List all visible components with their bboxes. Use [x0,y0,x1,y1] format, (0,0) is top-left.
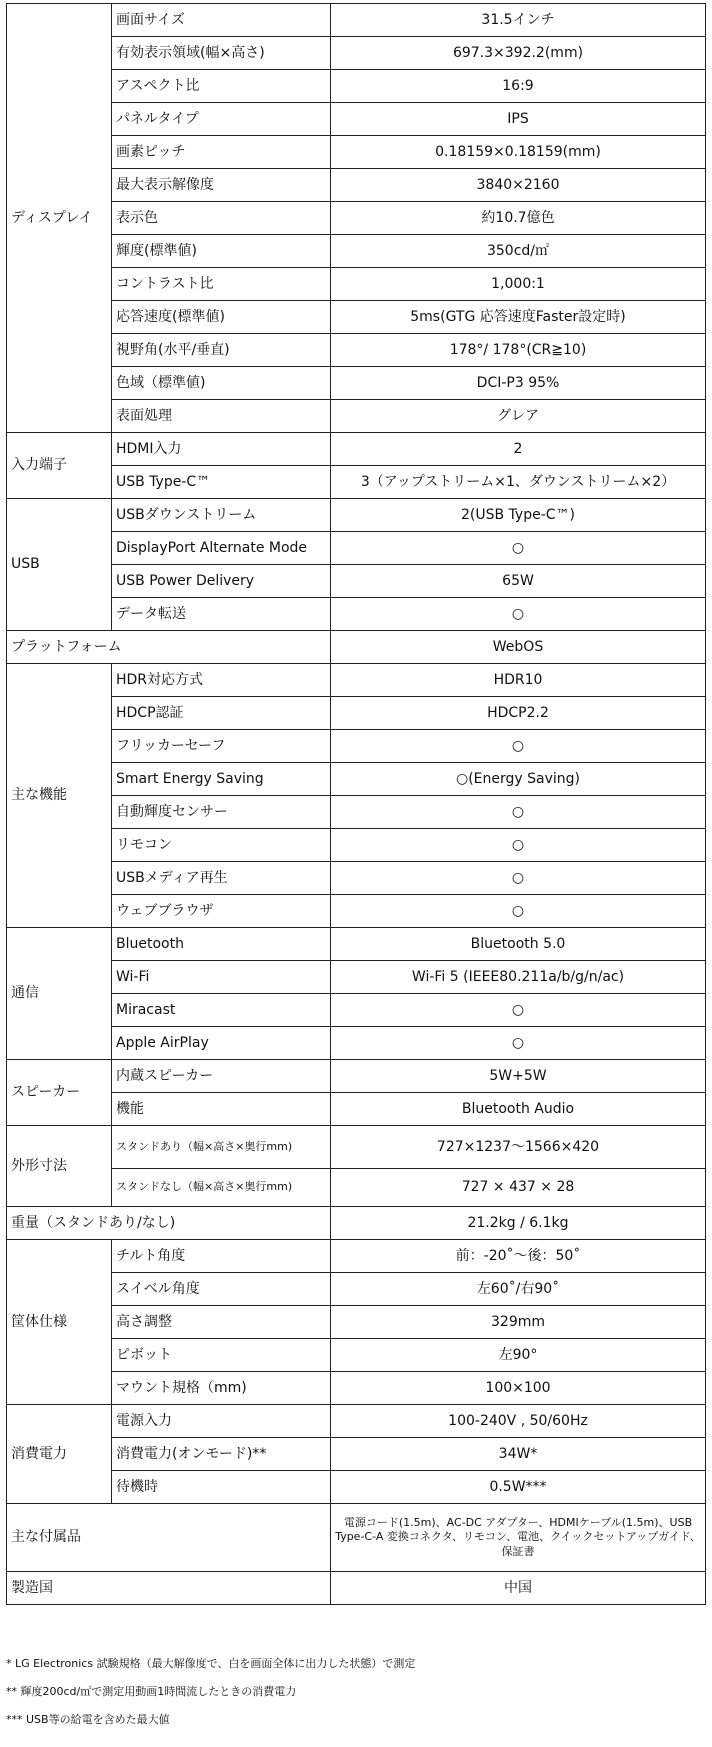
spec-value: 0.5W*** [331,1471,706,1504]
spec-value: 中国 [331,1572,706,1605]
spec-label: 内蔵スピーカー [112,1060,331,1093]
spec-value: DCI-P3 95% [331,367,706,400]
group-power: 消費電力 [7,1405,112,1504]
spec-label: 機能 [112,1093,331,1126]
spec-label: 画素ピッチ [112,136,331,169]
spec-value: ○ [331,994,706,1027]
group-country: 製造国 [7,1572,331,1605]
spec-label: フリッカーセーフ [112,730,331,763]
spec-label: 電源入力 [112,1405,331,1438]
group-dimensions: 外形寸法 [7,1126,112,1207]
spec-value: ○ [331,1027,706,1060]
spec-label: 輝度(標準値) [112,235,331,268]
spec-label: Wi-Fi [112,961,331,994]
spec-label: HDCP認証 [112,697,331,730]
spec-value: 2 [331,433,706,466]
spec-label: DisplayPort Alternate Mode [112,532,331,565]
spec-label: USBメディア再生 [112,862,331,895]
spec-value: ○ [331,598,706,631]
spec-value: ○ [331,895,706,928]
spec-label: 画面サイズ [112,4,331,37]
spec-label: データ転送 [112,598,331,631]
spec-label: コントラスト比 [112,268,331,301]
spec-value: 約10.7億色 [331,202,706,235]
spec-value: 178°/ 178°(CR≧10) [331,334,706,367]
group-communication: 通信 [7,928,112,1060]
spec-label: Miracast [112,994,331,1027]
spec-label: パネルタイプ [112,103,331,136]
spec-label: Bluetooth [112,928,331,961]
spec-value: Bluetooth 5.0 [331,928,706,961]
spec-value: HDR10 [331,664,706,697]
spec-value: 31.5インチ [331,4,706,37]
spec-label: 消費電力(オンモード)** [112,1438,331,1471]
spec-value: ○ [331,829,706,862]
spec-label: Apple AirPlay [112,1027,331,1060]
spec-label: HDMI入力 [112,433,331,466]
spec-label: マウント規格（mm) [112,1372,331,1405]
group-main-functions: 主な機能 [7,664,112,928]
spec-label: 視野角(水平/垂直) [112,334,331,367]
footnote: ** 輝度200cd/㎡で測定用動画1時間流したときの消費電力 [6,1685,297,1698]
spec-value: 100-240V , 50/60Hz [331,1405,706,1438]
spec-label: アスペクト比 [112,70,331,103]
spec-label: USB Type-C™ [112,466,331,499]
spec-value: 727×1237〜1566×420 [331,1126,706,1169]
group-display: ディスプレイ [7,4,112,433]
group-weight: 重量（スタンドあり/なし) [7,1207,331,1240]
spec-value: IPS [331,103,706,136]
spec-value: 350cd/㎡ [331,235,706,268]
spec-value: 21.2kg / 6.1kg [331,1207,706,1240]
spec-value: 1,000:1 [331,268,706,301]
spec-value: Bluetooth Audio [331,1093,706,1126]
spec-value: ○ [331,730,706,763]
spec-label: USB Power Delivery [112,565,331,598]
spec-label: 表面処理 [112,400,331,433]
spec-label: HDR対応方式 [112,664,331,697]
spec-value: ○(Energy Saving) [331,763,706,796]
group-accessories: 主な付属品 [7,1504,331,1572]
spec-value: Wi-Fi 5 (IEEE80.211a/b/g/n/ac) [331,961,706,994]
spec-label: USBダウンストリーム [112,499,331,532]
footnote: * LG Electronics 試験規格（最大解像度で、白を画面全体に出力した状態）で測定 [6,1657,416,1670]
spec-label: スタンドあり（幅×高さ×奥行mm) [112,1126,331,1169]
spec-value: 前：-20˚〜後：50˚ [331,1240,706,1273]
group-chassis: 筐体仕様 [7,1240,112,1405]
spec-value: 3840×2160 [331,169,706,202]
spec-value: 3（アップストリーム×1、ダウンストリーム×2） [331,466,706,499]
spec-label: ピボット [112,1339,331,1372]
spec-value: 5ms(GTG 応答速度Faster設定時) [331,301,706,334]
spec-value: 0.18159×0.18159(mm) [331,136,706,169]
spec-value: ○ [331,862,706,895]
footnotes [6,1650,706,1734]
group-speaker: スピーカー [7,1060,112,1126]
spec-value: 5W+5W [331,1060,706,1093]
spec-value: 2(USB Type-C™) [331,499,706,532]
spec-value: 329mm [331,1306,706,1339]
spec-label: スタンドなし（幅×高さ×奥行mm) [112,1169,331,1207]
spec-label: リモコン [112,829,331,862]
spec-value: WebOS [331,631,706,664]
spec-label: ウェブブラウザ [112,895,331,928]
spec-label: Smart Energy Saving [112,763,331,796]
spec-value: ○ [331,532,706,565]
spec-label: 高さ調整 [112,1306,331,1339]
spec-value: 34W* [331,1438,706,1471]
spec-label: 最大表示解像度 [112,169,331,202]
spec-value: ○ [331,796,706,829]
spec-label: スイベル角度 [112,1273,331,1306]
spec-label: チルト角度 [112,1240,331,1273]
group-usb: USB [7,499,112,631]
spec-label: 色域（標準値) [112,367,331,400]
spec-label: 応答速度(標準値) [112,301,331,334]
spec-value: 727 × 437 × 28 [331,1169,706,1207]
spec-value: 左60˚/右90˚ [331,1273,706,1306]
spec-label: 有効表示領域(幅×高さ) [112,37,331,70]
spec-value: 65W [331,565,706,598]
group-platform: プラットフォーム [7,631,331,664]
spec-value: 697.3×392.2(mm) [331,37,706,70]
footnote: *** USB等の給電を含めた最大値 [6,1713,170,1726]
spec-table [6,3,706,1605]
spec-label: 自動輝度センサー [112,796,331,829]
spec-label: 待機時 [112,1471,331,1504]
group-input-ports: 入力端子 [7,433,112,499]
spec-value: 16:9 [331,70,706,103]
spec-label: 表示色 [112,202,331,235]
spec-value: HDCP2.2 [331,697,706,730]
spec-value: 左90° [331,1339,706,1372]
spec-value: グレア [331,400,706,433]
accessories-value: 電源コード(1.5m)、AC-DC アダプター、HDMIケーブル(1.5m)、USB Type-C-A 変換コネクタ、リモコン、電池、クイックセットアップガイド、保証書 [331,1504,706,1572]
spec-value: 100×100 [331,1372,706,1405]
